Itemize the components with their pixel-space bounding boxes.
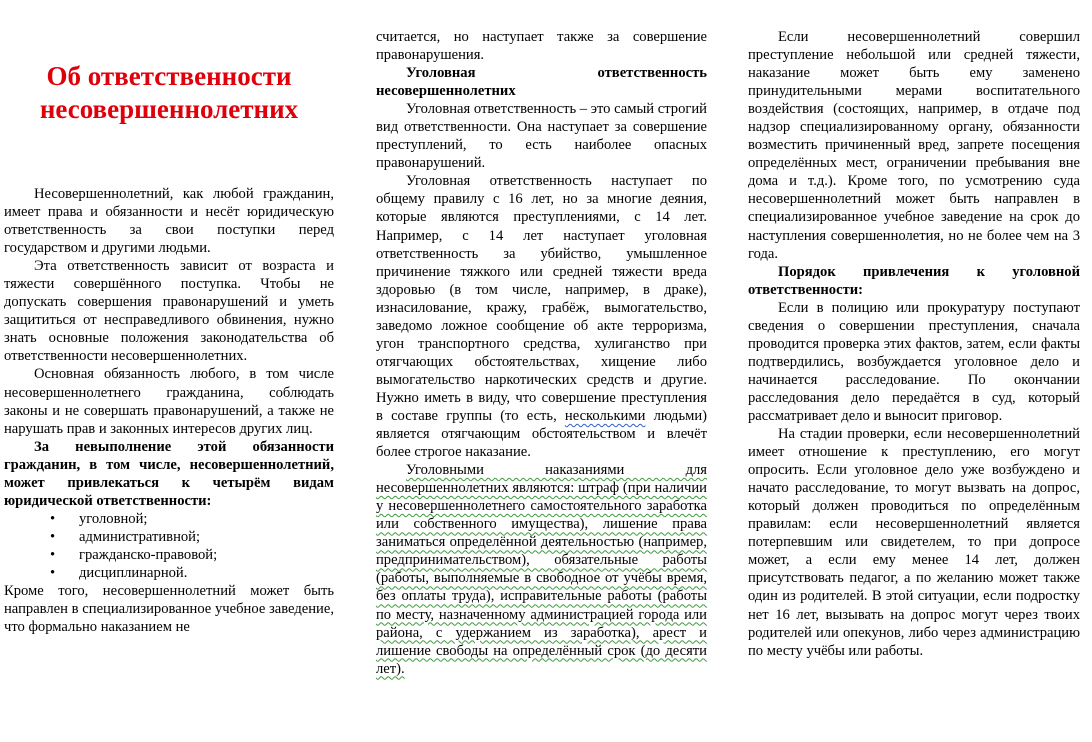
column-3	[748, 28, 1080, 660]
paragraph-special-school: Кроме того, несовершеннолетний может быть направлен в специализированное учебное заведение, что формально наказанием не	[4, 583, 334, 636]
paragraph-criminal-age	[376, 172, 707, 461]
list-item: • административной;	[4, 528, 334, 546]
paragraph-criminal-definition: Уголовная ответственность – это самый строгий вид ответственности. Она наступает за совершение преступлений, то есть наиболее опасных правонарушений.	[376, 101, 707, 172]
paragraph-intro: Несовершеннолетний, как любой гражданин, имеет права и обязанности и несёт юридическую ответственность за свои поступки перед государством и другими людьми.	[4, 186, 334, 257]
column-2	[376, 28, 707, 678]
paragraph-educational-measures: Если несовершеннолетний совершил преступление небольшой или средней тяжести, наказание может быть ему заменено принудительными мерами воспитательного воздействия (состоящих, например, в отдаче под надзор специализированному органу, обязанности возместить причиненный вред, запрете посещения определённых мест, ограничении пребывания вне дома и т.д.). Кроме того, по усмотрению суда несовершеннолетний может быть направлен в специализированное учебное заведение на срок до наступления совершеннолетия, но не более чем на 3 года.	[748, 29, 1080, 262]
paragraph-procedure: Если в полицию или прокуратуру поступают сведения о совершении преступления, сначала проводится проверка этих фактов, затем, если факты подтвердились, возбуждается уголовное дело и начинается расследование. По окончании расследования дело передаётся в суд, который рассматривает дело и выносит приговор.	[748, 299, 1080, 424]
list-item: • уголовной;	[4, 510, 334, 528]
list-item: • гражданско-правовой;	[4, 546, 334, 564]
paragraph-questioning: На стадии проверки, если несовершеннолетний имеет отношение к преступлению, его могут опросить. Если уголовное дело уже возбуждено и начато расследование, то могут вызвать на допрос, который должен проводиться по определённым правилам: если несовершеннолетний является потерпевшим или свидетелем, то при допросе может, а если ему менее 14 лет, должен присутствовать педагог, а по желанию может также один из родителей. В этой ситуации, если подростку нет 16 лет, вызывать на допрос могут через твоих родителей или опекунов, либо через администрацию по месту учёбы или работы.	[748, 426, 1080, 659]
section-heading-procedure: Порядок привлечения к уголовной ответственности:	[748, 263, 1080, 298]
liability-list	[4, 510, 334, 582]
list-item: • дисциплинарной.	[4, 564, 334, 582]
paragraph-criminal-age-end: людьми) является отягчающим обстоятельством и влечёт более строгое наказание.	[376, 407, 708, 461]
paragraph-age: Эта ответственность зависит от возраста и тяжести совершённого поступка. Чтобы не допускать совершения правонарушений и уметь защититься от несправедливого обвинения, нужно знать основные положения законодательства об ответственности несовершеннолетних.	[4, 258, 334, 365]
section-heading-criminal: Уголовная ответственность несовершеннолетних	[376, 65, 707, 100]
misspelling-mark: несколькими	[564, 407, 646, 424]
paragraph-continuation: считается, но наступает также за совершение правонарушения.	[376, 29, 707, 64]
paragraph-duty: Основная обязанность любого, в том числе несовершеннолетнего гражданина, соблюдать законы и не совершать правонарушений, а также не нарушать прав и законных интересов других лиц.	[4, 366, 334, 437]
page-title: Об ответственности несовершеннолетних	[39, 61, 299, 124]
paragraph-punishments: Уголовными наказаниями для несовершеннолетних являются: штраф (при наличии у несовершеннолетнего самостоятельного заработка или собственного имущества), лишение права заниматься определённой деятельностью (например, предпринимательством), обязательные работы (работы, выполняемые в свободное от учёбы время, без оплаты труда), исправительные работы (работы по месту, назначенному администрацией города или района, с удержанием из заработка), арест и лишение свободы на определённый срок (до десяти лет).	[376, 462, 707, 677]
paragraph-criminal-age-text: Уголовная ответственность наступает по общему правилу с 16 лет, но за многие деяния, которые являются преступлениями, с 14 лет. Например, с 14 лет наступает уголовная ответственность за убийство, умышленное причинение тяжкого или средней тяжести вреда здоровью (в том числе, например, в драке), изнасилование, кражу, грабёж, вымогательство, заведомо ложное сообщение об акте терроризма, угон транспортного средства, хулиганство при отягчающих обстоятельствах, хищение либо вымогательство наркотических средств и другие. Нужно иметь в виду, что совершение преступления в составе группы (то есть,	[376, 173, 707, 424]
paragraph-liability-types: За невыполнение этой обязанности гражданин, в том числе, несовершеннолетний, может привлекаться к четырём видам юридической ответственности:	[4, 438, 334, 509]
column-1-body	[4, 185, 334, 636]
